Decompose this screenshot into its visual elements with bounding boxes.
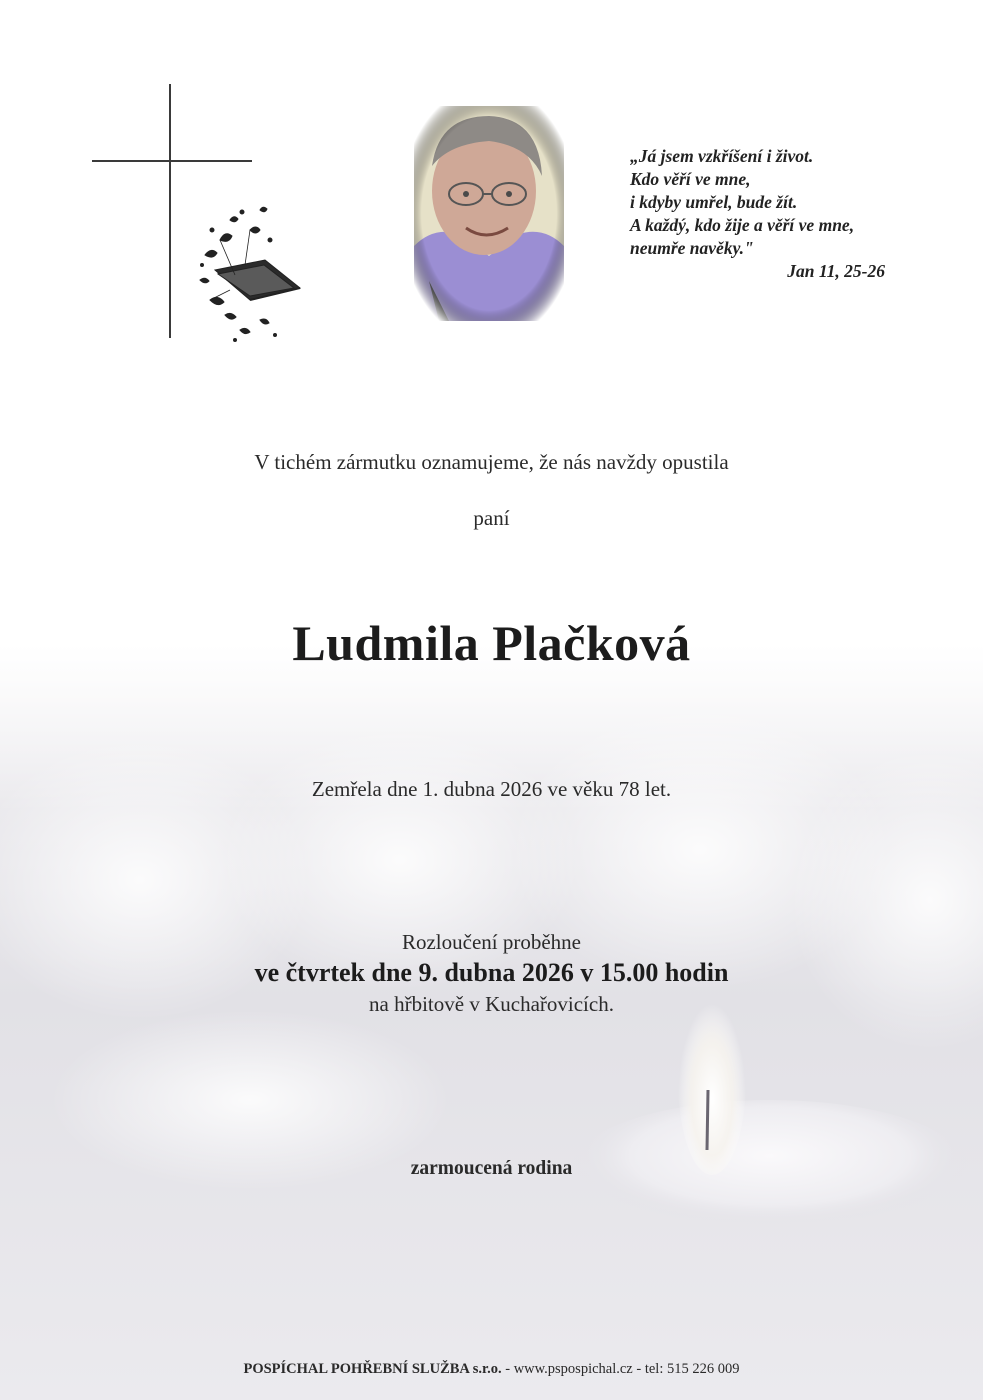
farewell-intro: Rozloučení proběhne — [401, 930, 582, 954]
announcement-intro: V tichém zármutku oznamujeme, že nás navždy opustila — [254, 450, 729, 474]
farewell-place: na hřbitově v Kuchařovicích. — [369, 992, 614, 1016]
portrait-photo — [414, 106, 564, 321]
death-info: Zemřela dne 1. dubna 2026 ve věku 78 let. — [311, 777, 672, 801]
quote-line: neumře navěky." — [630, 238, 754, 258]
quote-line: A každý, kdo žije a věří ve mne, — [630, 215, 855, 235]
family-signature: zarmoucená rodina — [410, 1158, 573, 1179]
deceased-name: Ludmila Plačková — [292, 615, 691, 671]
footer — [0, 1361, 983, 1378]
footer-website[interactable]: www.pspospichal.cz — [513, 1361, 633, 1377]
farewell-datetime: ve čtvrtek dne 9. dubna 2026 v 15.00 hodin — [254, 958, 729, 987]
quote-line: Kdo věří ve mne, — [630, 169, 751, 189]
footer-separator: - — [632, 1361, 645, 1377]
quote-reference: Jan 11, 25-26 — [787, 261, 885, 281]
footer-company: POSPÍCHAL POHŘEBNÍ SLUŽBA s.r.o. — [243, 1361, 502, 1377]
bible-quote — [630, 145, 900, 283]
bible-flowers-icon — [190, 200, 305, 345]
quote-line: „Já jsem vzkříšení i život. — [630, 146, 814, 166]
footer-separator: - — [501, 1361, 514, 1377]
honorific: paní — [473, 506, 510, 530]
quote-line: i kdyby umřel, bude žít. — [630, 192, 798, 212]
footer-phone: tel: 515 226 009 — [644, 1361, 740, 1377]
